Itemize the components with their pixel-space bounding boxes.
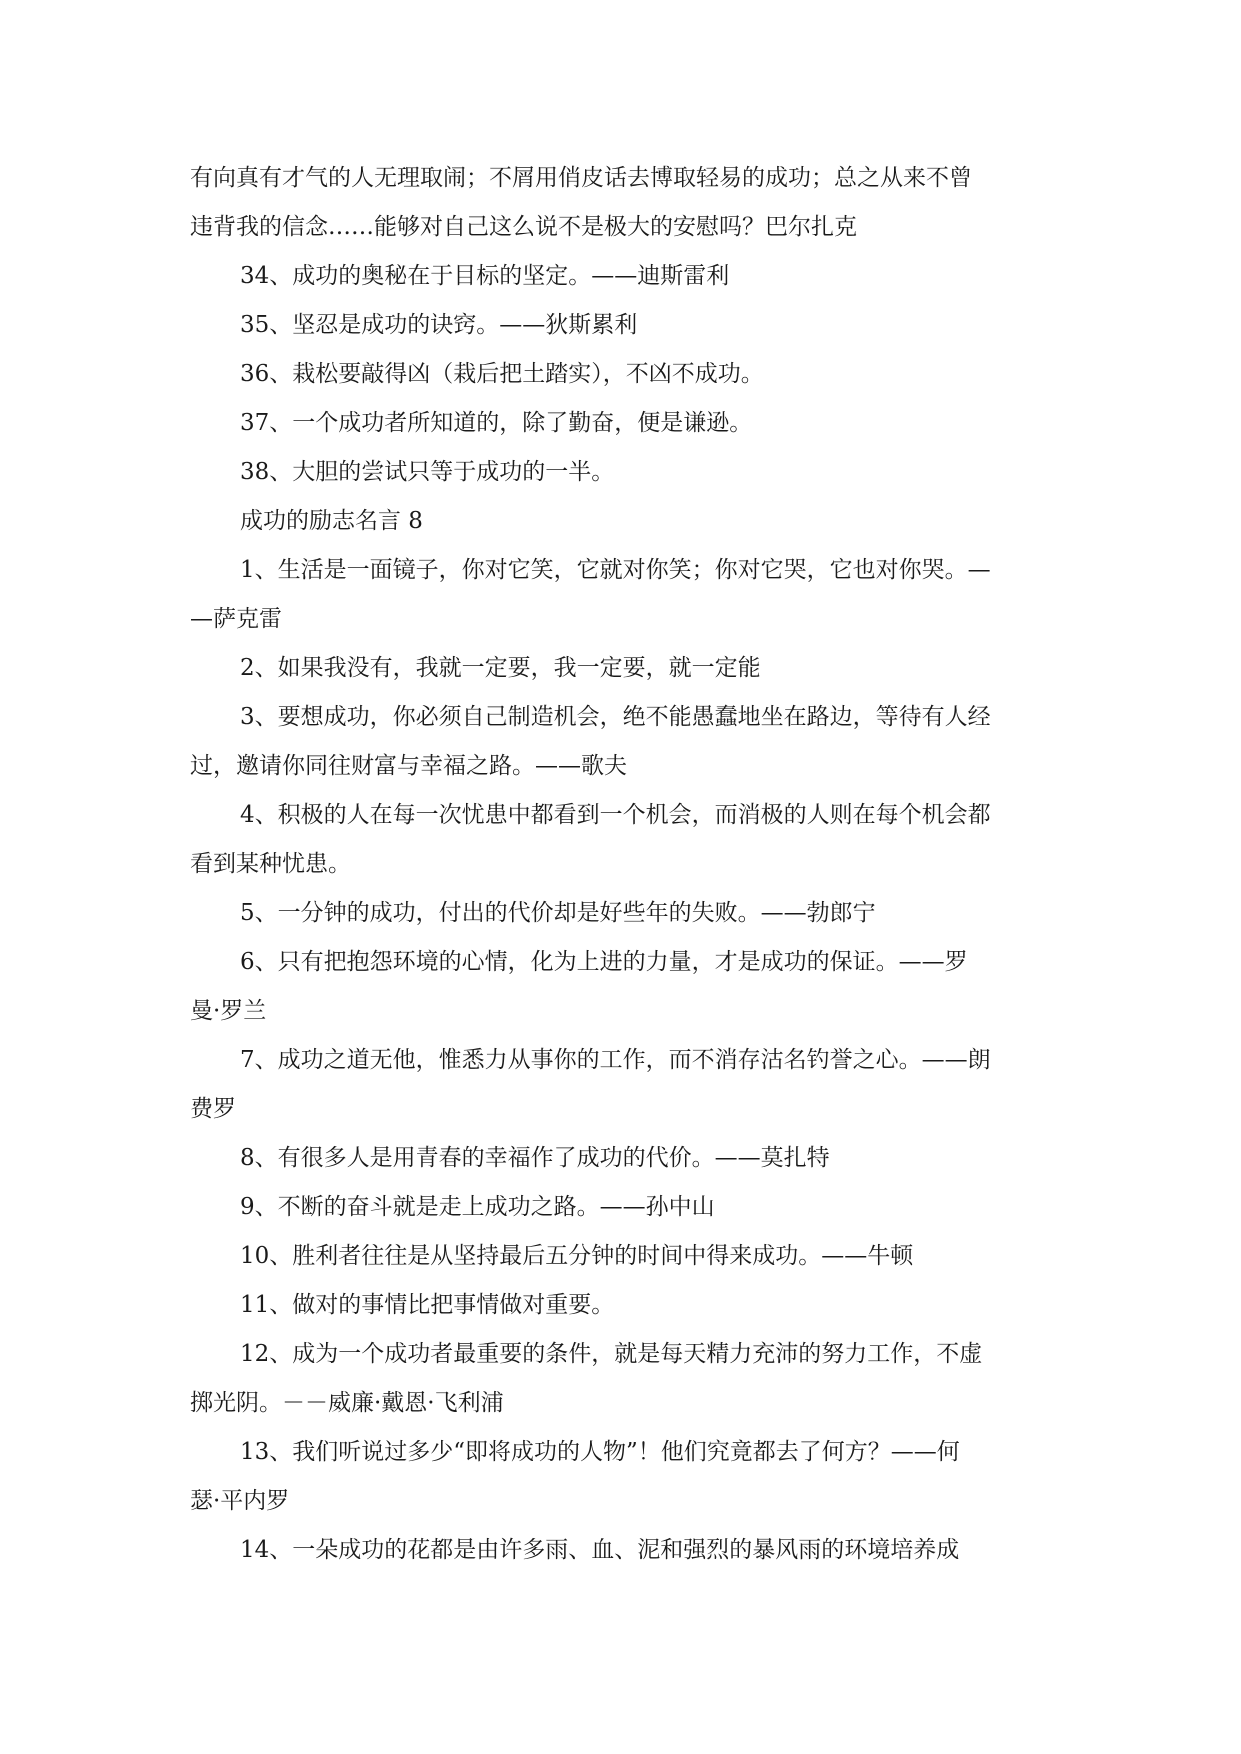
text-line: 4、积极的人在每一次忧患中都看到一个机会，而消极的人则在每个机会都 [240, 802, 991, 828]
text-line: 掷光阴。－－威廉·戴恩·飞利浦 [190, 1390, 504, 1416]
text-line: 11、做对的事情比把事情做对重要。 [240, 1292, 615, 1318]
text-line: 看到某种忧患。 [190, 851, 351, 877]
text-line: 10、胜利者往往是从坚持最后五分钟的时间中得来成功。——牛顿 [240, 1243, 914, 1269]
text-line: 成功的励志名言 8 [240, 508, 423, 534]
text-line: 5、一分钟的成功，付出的代价却是好些年的失败。——勃郎宁 [240, 900, 876, 926]
text-line: 12、成为一个成功者最重要的条件，就是每天精力充沛的努力工作，不虚 [240, 1341, 983, 1367]
text-line: 有向真有才气的人无理取闹；不屑用俏皮话去博取轻易的成功；总之从来不曾 [190, 165, 972, 191]
text-line: 8、有很多人是用青春的幸福作了成功的代价。——莫扎特 [240, 1145, 830, 1171]
text-line: 34、成功的奥秘在于目标的坚定。——迪斯雷利 [240, 263, 730, 289]
text-line: 37、一个成功者所知道的，除了勤奋，便是谦逊。 [240, 410, 753, 436]
text-line: 3、要想成功，你必须自己制造机会，绝不能愚蠢地坐在路边，等待有人经 [240, 704, 991, 730]
text-line: 7、成功之道无他，惟悉力从事你的工作，而不消存沽名钓誉之心。——朗 [240, 1047, 991, 1073]
text-line: 违背我的信念……能够对自己这么说不是极大的安慰吗？巴尔扎克 [190, 214, 857, 240]
text-line: 35、坚忍是成功的诀窍。——狄斯累利 [240, 312, 638, 338]
text-line: 瑟·平内罗 [190, 1488, 290, 1514]
text-line: 曼·罗兰 [190, 998, 267, 1024]
document-body [190, 154, 1060, 1575]
text-line: 38、大胆的尝试只等于成功的一半。 [240, 459, 615, 485]
text-line: 2、如果我没有，我就一定要，我一定要，就一定能 [240, 655, 761, 681]
text-line: 14、一朵成功的花都是由许多雨、血、泥和强烈的暴风雨的环境培养成 [240, 1537, 960, 1563]
text-line: 6、只有把抱怨环境的心情，化为上进的力量，才是成功的保证。——罗 [240, 949, 968, 975]
text-line: 过，邀请你同往财富与幸福之路。——歌夫 [190, 753, 627, 779]
text-line: 9、不断的奋斗就是走上成功之路。——孙中山 [240, 1194, 715, 1220]
text-line: 36、栽松要敲得凶（栽后把土踏实），不凶不成功。 [240, 361, 764, 387]
text-line: 1、生活是一面镜子，你对它笑，它就对你笑；你对它哭，它也对你哭。— [240, 557, 991, 583]
text-line: 13、我们听说过多少“即将成功的人物”！他们究竟都去了何方？——何 [240, 1439, 960, 1465]
text-line: 费罗 [190, 1096, 236, 1122]
text-line: —萨克雷 [190, 606, 282, 632]
